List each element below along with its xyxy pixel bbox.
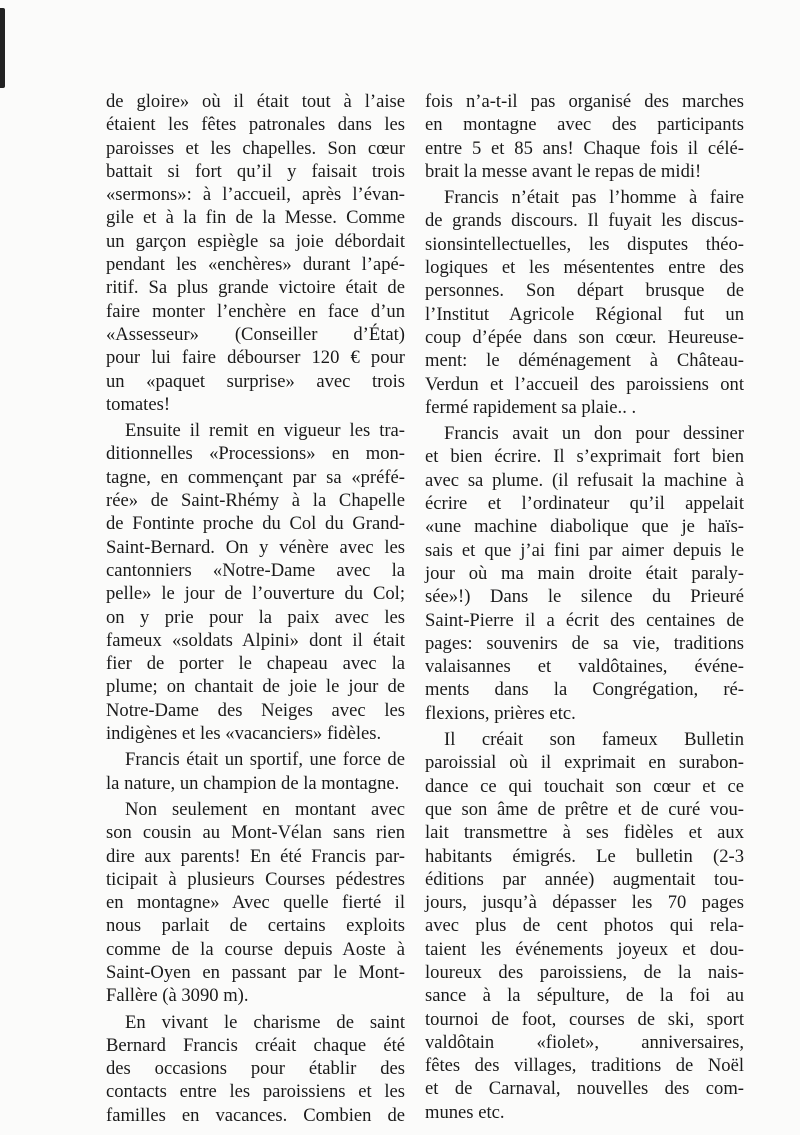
text-line: «Assesseur» (Conseiller d’État) (106, 323, 405, 345)
text-line: étaient les fêtes patronales dans les (106, 114, 405, 136)
text-line: on y prie pour la paix avec les (106, 606, 405, 628)
text-line: la nature, un champion de la montagne. (106, 772, 400, 794)
text-line: avec plus de cent photos qui rela- (425, 915, 744, 937)
text-line: logiques et les mésententes entre des (425, 257, 744, 279)
text-line: munes etc. (425, 1101, 505, 1123)
text-line: jours, jusqu’à dépasser les 70 pages (425, 892, 744, 914)
text-line: Francis avait un don pour dessiner (444, 423, 744, 445)
text-line: fermé rapidement sa plaie.. . (425, 396, 637, 418)
text-line: écrire et l’ordinateur qu’il appelait (425, 493, 744, 515)
text-line: valdôtain «fiolet», anniversaires, (425, 1031, 744, 1053)
text-line: tomates! (106, 393, 171, 415)
text-line: sais et que j’ai fini par aimer depuis le (425, 539, 744, 561)
text-line: sance à la sépulture, de la foi au (425, 985, 744, 1007)
text-line: Francis n’était pas l’homme à faire (444, 187, 744, 209)
text-line: contacts entre les paroissiens et les (106, 1081, 405, 1103)
text-line: En vivant le charisme de saint (125, 1011, 405, 1033)
text-line: sionsintellectuelles, les disputes théo- (425, 233, 744, 255)
text-line: Fallère (à 3090 m). (106, 985, 249, 1007)
text-line: habitants émigrés. Le bulletin (2-3 (425, 845, 744, 867)
text-line: personnes. Son départ brusque de (425, 280, 744, 302)
text-line: «une machine diabolique que je haïs- (425, 516, 744, 538)
text-line: fameux «soldats Alpini» dont il était (106, 629, 405, 651)
text-line: entre 5 et 85 ans! Chaque fois il célé- (425, 137, 744, 159)
text-line: rée» de Saint-Rhémy à la Chapelle (106, 490, 405, 512)
text-line: ticipait à plusieurs Courses pédestres (106, 868, 405, 890)
text-line: tournoi de foot, courses de ski, sport (425, 1008, 744, 1030)
text-line: dance ce qui touchait son cœur et ce (425, 775, 744, 797)
text-line: taient les événements joyeux et dou- (425, 938, 744, 960)
text-line: de gloire» où il était tout à l’aise (106, 91, 405, 112)
text-line: «sermons»: à l’accueil, après l’évan- (106, 184, 405, 206)
text-line: coup d’épée dans son cœur. Heureuse- (425, 326, 744, 348)
text-line: fier de porter le chapeau avec la (106, 653, 405, 675)
text-line: comme de la course depuis Aoste à (106, 938, 405, 960)
text-line: ditionnelles «Processions» en mon- (106, 443, 405, 465)
text-line: Saint-Oyen en passant par le Mont- (106, 961, 405, 983)
text-line: sée»!) Dans le silence du Prieuré (425, 586, 744, 608)
text-line: ment: le déménagement à Château- (425, 350, 744, 372)
text-line: Il créait son fameux Bulletin (444, 729, 744, 751)
text-column-left (106, 90, 405, 1127)
text-line: que son âme de prêtre et de curé vou- (425, 798, 744, 820)
text-line: son cousin au Mont-Vélan sans rien (106, 822, 405, 844)
text-line: pour lui faire débourser 120 € pour (106, 347, 405, 369)
text-line: un «paquet surprise» avec trois (106, 370, 405, 392)
text-line: loureux des paroissiens, de la nais- (425, 961, 744, 983)
text-line: paroissial où il exprimait en surabon- (425, 752, 744, 774)
text-line: et de Carnaval, nouvelles des com- (425, 1078, 744, 1100)
text-line: fêtes des villages, traditions de Noël (425, 1055, 744, 1077)
text-line: pelle» le jour de l’ouverture du Col; (106, 583, 405, 605)
text-line: familles en vacances. Combien de (106, 1104, 405, 1126)
text-column-right (425, 90, 744, 1124)
text-line: plume; on chantait de joie le jour de (106, 676, 405, 698)
text-line: Verdun et l’accueil des paroissiens ont (425, 373, 744, 395)
text-line: ritif. Sa plus grande victoire était de (106, 277, 405, 299)
text-line: éditions par année) augmentait tou- (425, 868, 744, 890)
text-line: en montagne avec des participants (425, 114, 744, 136)
text-line: Ensuite il remit en vigueur les tra- (125, 420, 405, 442)
text-line: de Fontinte proche du Col du Grand- (106, 513, 405, 535)
text-line: paroisses et les chapelles. Son cœur (106, 137, 405, 159)
text-line: pendant les «enchères» durant l’apé- (106, 254, 405, 276)
text-line: tagne, en commençant par sa «préfé- (106, 466, 405, 488)
text-line: Saint-Pierre il a écrit des centaines de (425, 609, 744, 631)
page-edge-mark (0, 8, 5, 88)
text-line: un garçon espiègle sa joie débordait (106, 230, 405, 252)
text-line: fois n’a-t-il pas organisé des marches (425, 91, 744, 112)
text-line: flexions, prières etc. (425, 702, 576, 724)
text-line: en montagne» Avec quelle fierté il (106, 892, 405, 914)
text-line: valaisannes et valdôtaines, événe- (425, 656, 744, 678)
text-line: ments dans la Congrégation, ré- (425, 679, 744, 701)
text-line: indigènes et les «vacanciers» fidèles. (106, 723, 382, 745)
text-line: Bernard Francis créait chaque été (106, 1034, 405, 1056)
text-line: Francis était un sportif, une force de (125, 749, 405, 771)
text-line: cantonniers «Notre-Dame avec la (106, 559, 405, 581)
text-line: avec sa plume. (il refusait la machine à (425, 469, 744, 491)
text-line: de grands discours. Il fuyait les discus- (425, 210, 744, 232)
text-line: et bien écrire. Il s’exprimait fort bien (425, 446, 744, 468)
text-line: nous parlait de certains exploits (106, 915, 405, 937)
text-line: faire monter l’enchère en face d’un (106, 300, 405, 322)
text-line: des occasions pour établir des (106, 1058, 405, 1080)
text-line: battait si fort qu’il y faisait trois (106, 160, 405, 182)
text-line: l’Institut Agricole Régional fut un (425, 303, 744, 325)
text-line: pages: souvenirs de sa vie, traditions (425, 632, 744, 654)
text-line: Saint-Bernard. On y vénère avec les (106, 536, 405, 558)
text-line: brait la messe avant le repas de midi! (425, 160, 702, 182)
text-line: Non seulement en montant avec (125, 798, 405, 820)
text-line: Notre-Dame des Neiges avec les (106, 699, 405, 721)
text-line: gile et à la fin de la Messe. Comme (106, 207, 405, 229)
text-line: dire aux parents! En été Francis par- (106, 845, 405, 867)
text-line: jour où ma main droite était paraly- (425, 562, 744, 584)
text-line: lait transmettre à ses fidèles et aux (425, 822, 744, 844)
